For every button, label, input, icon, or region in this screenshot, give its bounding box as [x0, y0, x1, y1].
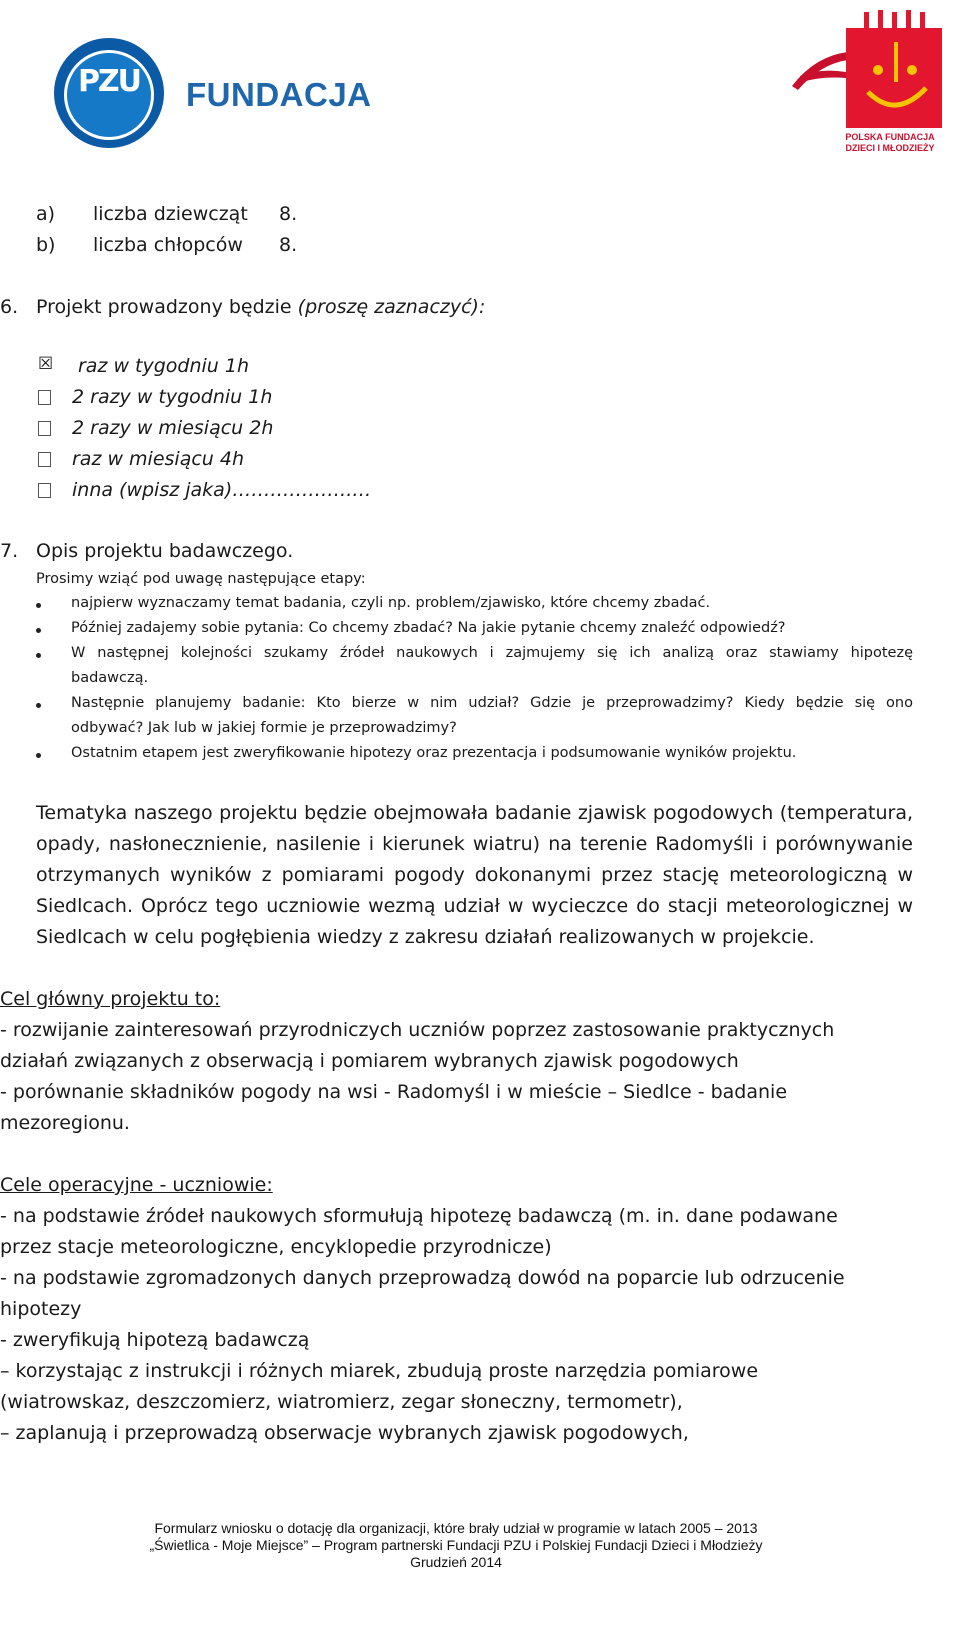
section6-heading	[36, 296, 485, 318]
section7-intro: Prosimy wziąć pod uwagę następujące etapy:	[36, 571, 366, 587]
stage-4-line-2: odbywać? Jak lub w jakiej formie je przeprowadzimy?	[71, 720, 457, 736]
count-label-girls: liczba dziewcząt	[93, 203, 248, 225]
main-goal-line-3: - porównanie składników pogody na wsi - Radomyśl i w mieście – Siedlce - badanie	[0, 1081, 788, 1103]
pfdm-logo	[790, 6, 950, 156]
option-label-5: inna (wpisz jaka)……………….…	[72, 479, 372, 501]
operational-goal-line-3: - na podstawie zgromadzonych danych przeprowadzą dowód na poparcie lub odrzucenie	[0, 1267, 845, 1289]
section7-title: Opis projektu badawczego.	[36, 540, 294, 562]
bullet-dot-icon	[36, 603, 41, 608]
stage-5: Ostatnim etapem jest zweryfikowanie hipotezy oraz prezentacja i podsumowanie wyników projektu.	[71, 745, 797, 761]
section6-text: Projekt prowadzony będzie	[36, 296, 292, 318]
operational-goal-line-2: przez stacje meteorologiczne, encyklopedie przyrodnicze)	[0, 1236, 552, 1258]
operational-goal-line-7: (wiatrowskaz, deszczomierz, wiatromierz, zegar słoneczny, termometr),	[0, 1391, 683, 1413]
pfdm-caption-line1: POLSKA FUNDACJA	[845, 132, 935, 142]
option-label-2: 2 razy w tygodniu 1h	[72, 386, 273, 408]
stage-1: najpierw wyznaczamy temat badania, czyli np. problem/zjawisko, które chcemy zbadać.	[71, 595, 711, 611]
option-checkbox-5[interactable]	[38, 483, 51, 498]
option-checkbox-3[interactable]	[38, 421, 51, 436]
option-checkbox-checked[interactable]	[38, 354, 60, 378]
option-checkbox-2[interactable]	[38, 390, 51, 405]
count-value-boys: 8.	[279, 234, 298, 256]
main-goal-heading: Cel główny projektu to:	[0, 988, 221, 1010]
stage-3-line-1: W następnej kolejności szukamy źródeł naukowych i zajmujemy się ich analizą oraz stawiamy hipotezę	[71, 645, 913, 661]
bullet-dot-icon	[36, 753, 41, 758]
section6-number: 6.	[0, 296, 19, 318]
stage-3-line-2: badawczą.	[71, 670, 149, 686]
pzu-mark-text: PZU	[77, 64, 141, 99]
pfdm-caption	[830, 132, 950, 154]
project-topic-line-3: otrzymanych wyników z pomiarami pogody dokonanymi przez stację meteorologiczną w	[36, 864, 913, 886]
pfdm-crown-bars-icon	[864, 10, 944, 30]
bullet-dot-icon	[36, 653, 41, 658]
footer-line-1: Formularz wniosku o dotację dla organizacji, które brały udział w programie w latach 2005 – 2013	[154, 1520, 758, 1536]
count-marker-boys: b)	[36, 234, 56, 256]
main-goal-line-2: działań związanych z obserwacją i pomiarem wybranych zjawisk pogodowych	[0, 1050, 739, 1072]
pfdm-smile-face-icon	[846, 28, 942, 128]
pfdm-red-square	[846, 28, 942, 128]
project-topic-line-5: Siedlcach w celu pogłębienia wiedzy z zakresu działań realizowanych w projekcie.	[36, 926, 815, 948]
count-value-girls: 8.	[279, 203, 298, 225]
option-label-3: 2 razy w miesiącu 2h	[72, 417, 274, 439]
main-goal-line-1: - rozwijanie zainteresowań przyrodniczych uczniów poprzez zastosowanie praktycznych	[0, 1019, 835, 1041]
bullet-dot-icon	[36, 703, 41, 708]
pfdm-swoosh-icon	[790, 46, 850, 96]
operational-goal-line-4: hipotezy	[0, 1298, 82, 1320]
stage-4-line-1: Następnie planujemy badanie: Kto bierze w nim udział? Gdzie je przeprowadzimy? Kiedy będzie się ono	[71, 695, 913, 711]
operational-goal-line-8: – zaplanują i przeprowadzą obserwacje wybranych zjawisk pogodowych,	[0, 1422, 689, 1444]
count-marker-girls: a)	[36, 203, 56, 225]
pfdm-caption-line2: DZIECI I MŁODZIEŻY	[845, 143, 935, 153]
operational-goal-line-6: – korzystając z instrukcji i różnych miarek, zbudują proste narzędzia pomiarowe	[0, 1360, 759, 1382]
footer-line-2: „Świetlica - Moje Miejsce” – Program partnerski Fundacji PZU i Polskiej Fundacji Dzieci i Młodzieży	[149, 1537, 763, 1553]
main-goal-line-4: mezoregionu.	[0, 1112, 130, 1134]
project-topic-line-1: Tematyka naszego projektu będzie obejmowała badanie zjawisk pogodowych (temperatura,	[36, 802, 913, 824]
pzu-fundacja-logo	[54, 36, 372, 150]
section7-number: 7.	[0, 540, 19, 562]
operational-goal-line-1: - na podstawie źródeł naukowych sformułują hipotezę badawczą (m. in. dane podawane	[0, 1205, 838, 1227]
bullet-dot-icon	[36, 628, 41, 633]
stage-2: Później zadajemy sobie pytania: Co chcemy zbadać? Na jakie pytanie chcemy znaleźć odpowiedź?	[71, 620, 786, 636]
project-topic-line-4: Siedlcach. Oprócz tego uczniowie wezmą udział w wycieczce do stacji meteorologicznej w	[36, 895, 913, 917]
option-label-1: raz w tygodniu 1h	[78, 355, 250, 377]
operational-goals-heading: Cele operacyjne - uczniowie:	[0, 1174, 273, 1196]
option-checkbox-4[interactable]	[38, 452, 51, 467]
operational-goal-line-5: - zweryfikują hipotezą badawczą	[0, 1329, 310, 1351]
fundacja-wordmark: FUNDACJA	[186, 76, 372, 113]
checked-box-icon: ☒	[38, 354, 54, 374]
footer-line-3: Grudzień 2014	[410, 1554, 502, 1570]
option-label-4: raz w miesiącu 4h	[72, 448, 245, 470]
count-label-boys: liczba chłopców	[93, 234, 243, 256]
project-topic-line-2: opady, nasłonecznienie, nasilenie i kierunek wiatru) na terenie Radomyśli i porównywanie	[36, 833, 913, 855]
section6-hint: (proszę zaznaczyć):	[297, 296, 486, 318]
